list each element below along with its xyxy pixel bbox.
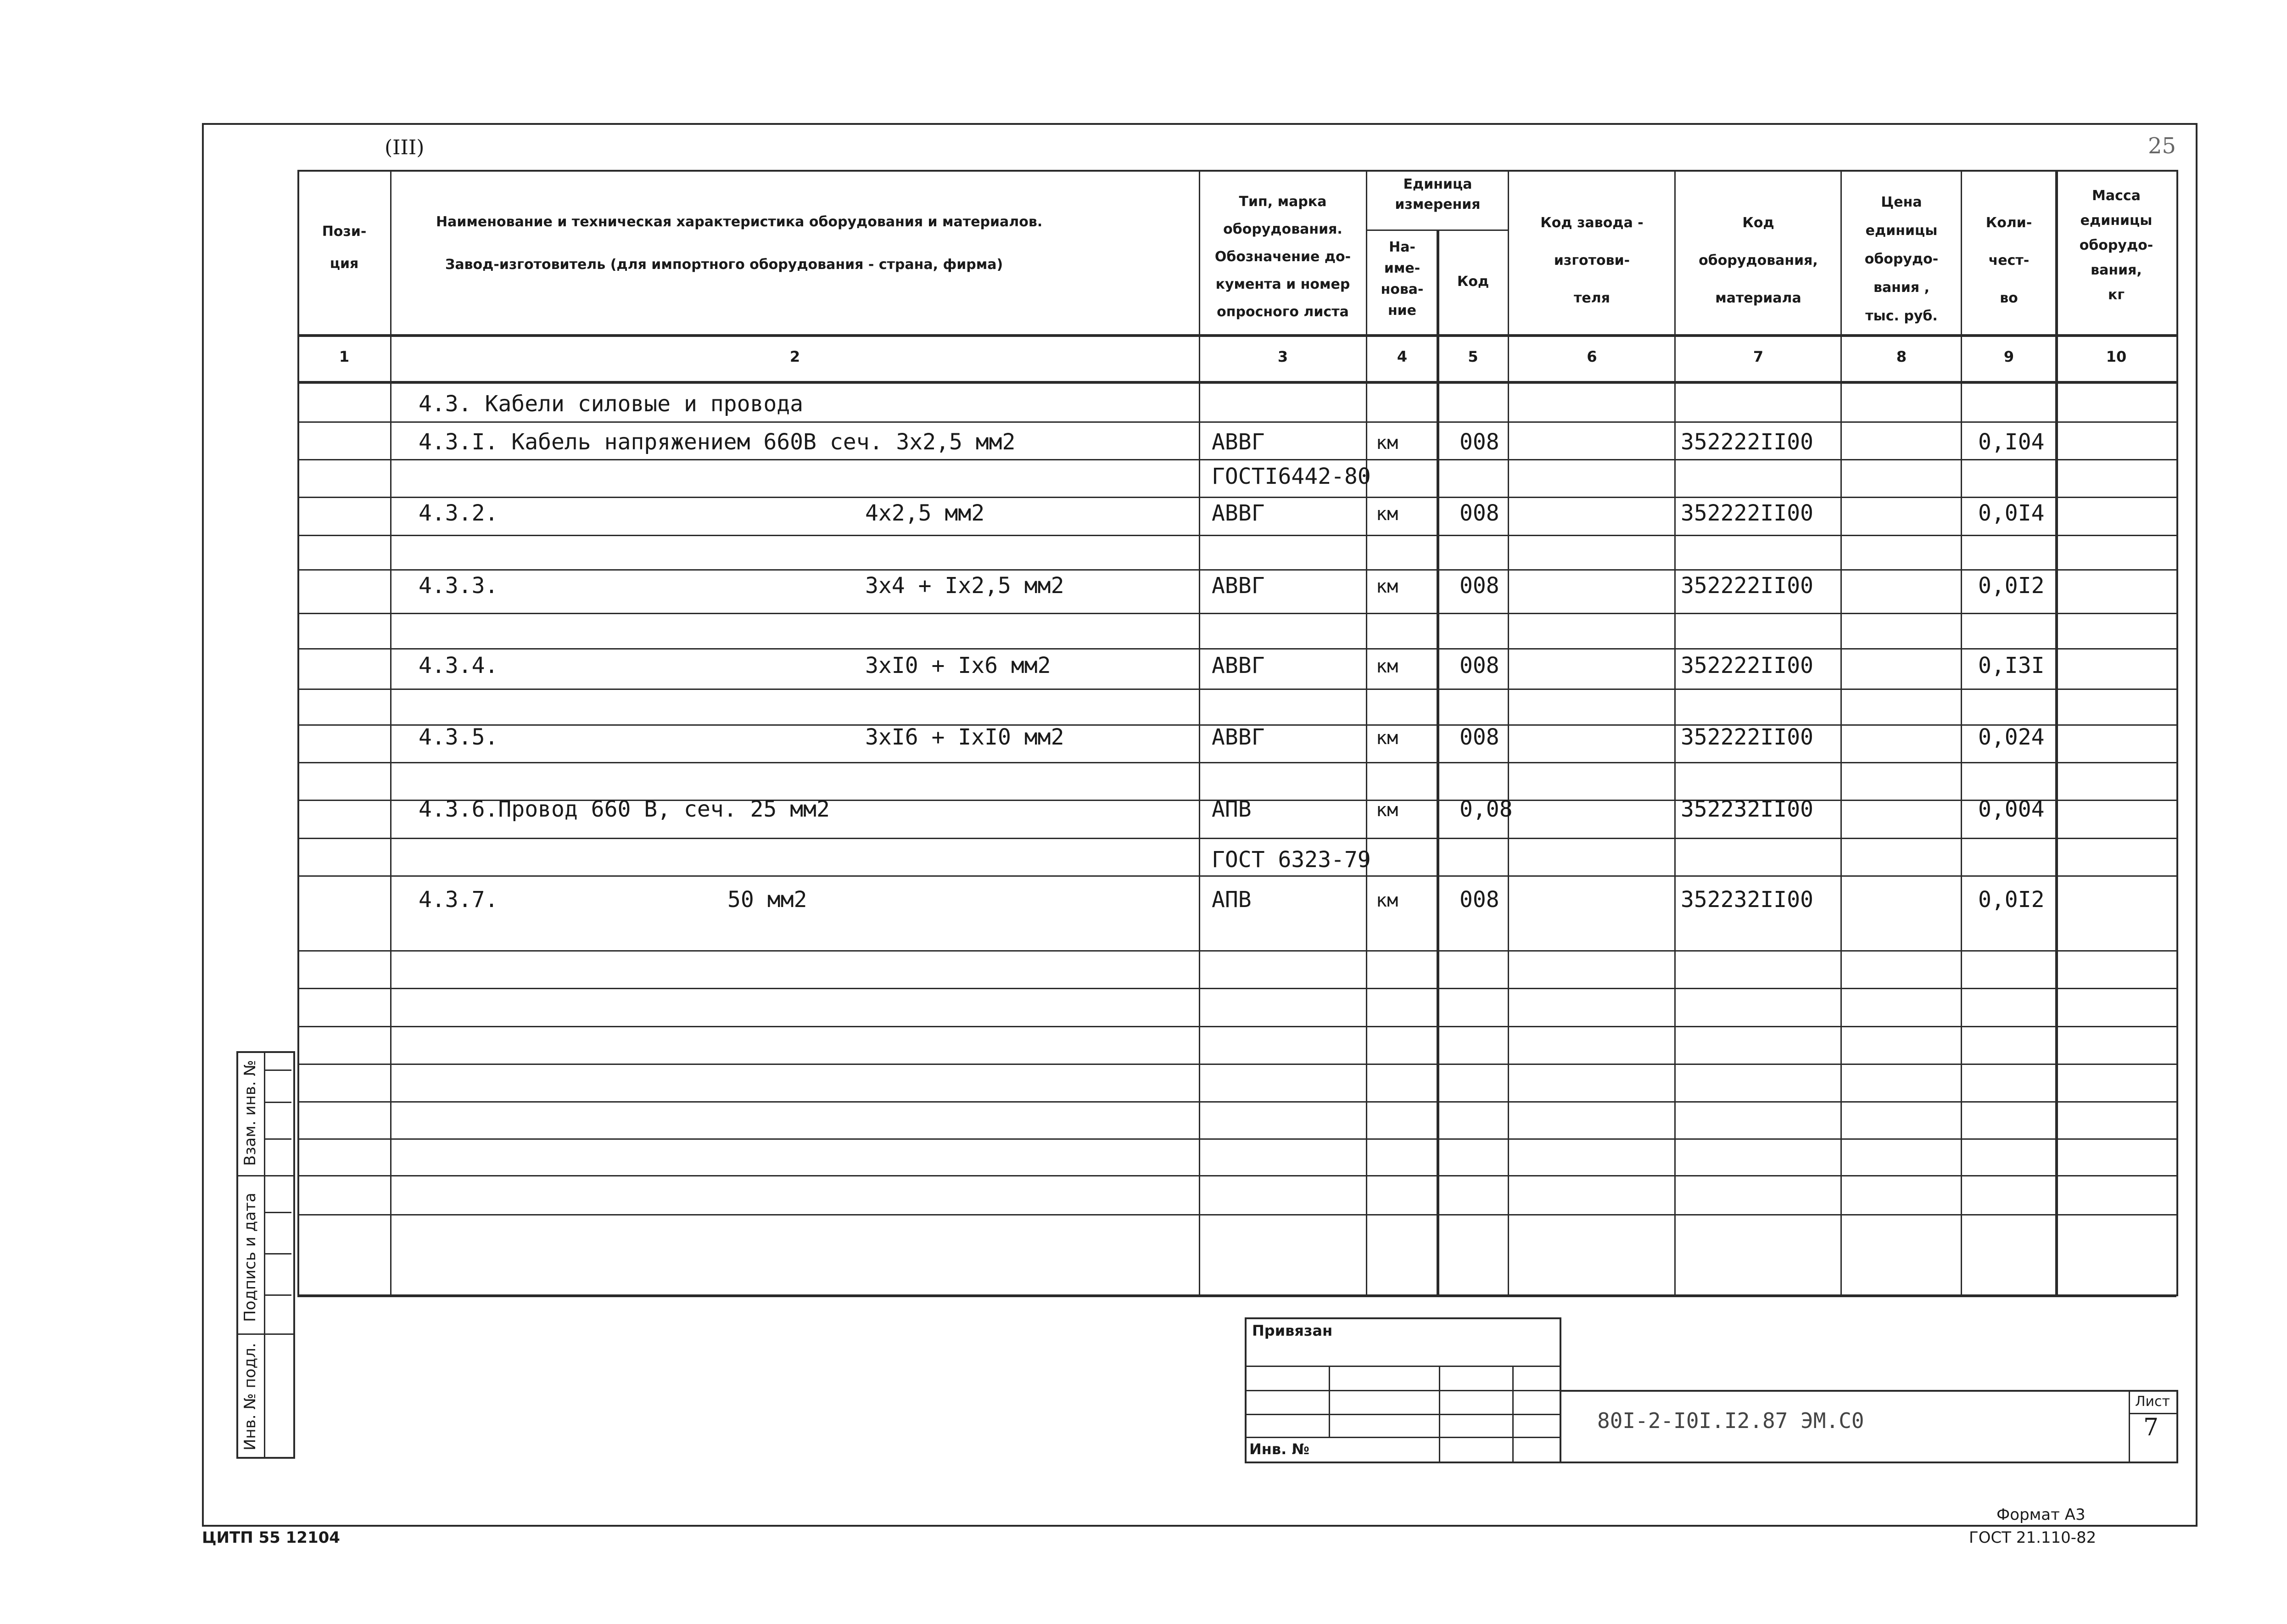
- col-line-9: [2055, 170, 2058, 1294]
- colnum-4: 4: [1397, 348, 1408, 365]
- table-row-code: 008: [1459, 653, 1499, 678]
- table-row-type: АВВГ: [1212, 653, 1265, 678]
- table-row-mat-code: 352222II00: [1681, 500, 1813, 526]
- colnum-10: 10: [2106, 348, 2127, 365]
- table-row-type: АПВ: [1212, 887, 1252, 913]
- table-bottom-line: [297, 1294, 2176, 1297]
- table-row-unit: км: [1376, 800, 1398, 821]
- list-label: Лист: [2135, 1394, 2170, 1410]
- header-col1: Пози- ция: [322, 224, 367, 272]
- row-line: [297, 950, 2176, 952]
- row-line: [297, 1026, 2176, 1027]
- table-row-type: АПВ: [1212, 796, 1252, 822]
- table-row-qty: 0,004: [1978, 796, 2045, 822]
- table-row-unit: км: [1376, 890, 1398, 911]
- row-line: [297, 535, 2176, 536]
- table-row-mat-code: 352222II00: [1681, 653, 1813, 678]
- row-line: [297, 875, 2176, 877]
- list-number: 7: [2143, 1414, 2159, 1441]
- row-line: [297, 648, 2176, 650]
- header-unit-group: Единица измерения: [1395, 176, 1481, 213]
- table-row-name: 4.3.3.: [419, 573, 498, 599]
- col-line-8: [1961, 170, 1962, 1294]
- table-row-code: 008: [1459, 429, 1499, 455]
- header-col6: Код завода - изготови- теля: [1540, 215, 1644, 306]
- table-row-name: 4.3.2.: [419, 500, 498, 526]
- table-row-mat-code: 352222II00: [1681, 429, 1813, 455]
- table-row-name: 4.3.4.: [419, 653, 498, 678]
- colnum-2: 2: [789, 348, 800, 365]
- table-row-size: 3хI0 + Iх6 мм2: [865, 653, 1051, 678]
- table-row-unit: км: [1376, 656, 1398, 677]
- col-line-3: [1366, 170, 1367, 1294]
- row-line: [297, 1064, 2176, 1065]
- header-col4: На- име- нова- ние: [1381, 239, 1424, 319]
- colnum-1: 1: [339, 348, 350, 365]
- colnum-9: 9: [2003, 348, 2014, 365]
- table-row-name: 4.3.7.: [419, 887, 498, 913]
- privyazan-label: Привязан: [1252, 1322, 1333, 1339]
- table-row-name: 4.3. Кабели силовые и провода: [419, 391, 804, 417]
- table-row-size: 3хI6 + IхI0 мм2: [865, 724, 1064, 750]
- row-line: [297, 613, 2176, 614]
- header-col5: Код: [1457, 274, 1489, 290]
- header-col10: Масса единицы оборудо- вания, кг: [2079, 188, 2153, 303]
- colnum-5: 5: [1468, 348, 1478, 365]
- table-row-code: 0,08: [1459, 796, 1513, 822]
- colnum-3: 3: [1277, 348, 1288, 365]
- col-line-7: [1840, 170, 1842, 1294]
- header-col7: Код оборудования, материала: [1699, 215, 1818, 306]
- side-label-inv-podl: Инв. № подл.: [241, 1343, 259, 1450]
- table-row-qty: 0,I3I: [1978, 653, 2045, 678]
- table-row-name: 4.3.5.: [419, 724, 498, 750]
- header-col8: Цена единицы оборудо- вания , тыс. руб.: [1864, 194, 1939, 324]
- table-row-qty: 0,I04: [1978, 429, 2045, 455]
- table-row-unit: км: [1376, 432, 1398, 454]
- stamp-col: [1439, 1366, 1440, 1462]
- colnum-6: 6: [1587, 348, 1597, 365]
- row-line: [297, 838, 2176, 839]
- footer-format: Формат А3: [1996, 1506, 2086, 1524]
- table-row-mat-code: 352232II00: [1681, 796, 1813, 822]
- row-line: [297, 689, 2176, 690]
- colnum-bottom-line: [297, 381, 2176, 384]
- header-col3: Тип, марка оборудования. Обозначение до- кумента и номер опросного листа: [1214, 194, 1351, 320]
- table-row-type: АВВГ: [1212, 500, 1265, 526]
- side-stamp-row: [236, 1175, 293, 1176]
- stamp-col: [1512, 1366, 1514, 1462]
- table-row-code: 008: [1459, 573, 1499, 599]
- table-row-type: ГОСТ 6323-79: [1212, 847, 1371, 873]
- table-row-mat-code: 352222II00: [1681, 724, 1813, 750]
- corner-number: 25: [2148, 133, 2176, 159]
- col-line-2: [1199, 170, 1200, 1294]
- table-row-qty: 0,0I2: [1978, 573, 2045, 599]
- table-row-name: 4.3.6.Провод 660 В, сеч. 25 мм2: [419, 796, 830, 822]
- side-stamp-row: [236, 1333, 293, 1335]
- footer-gost: ГОСТ 21.110-82: [1969, 1529, 2097, 1547]
- table-row-qty: 0,0I4: [1978, 500, 2045, 526]
- table-row-mat-code: 352232II00: [1681, 887, 1813, 913]
- header-col9: Коли- чест- во: [1985, 215, 2032, 306]
- row-line: [297, 497, 2176, 498]
- table-row-qty: 0,024: [1978, 724, 2045, 750]
- row-line: [297, 762, 2176, 763]
- table-row-code: 008: [1459, 500, 1499, 526]
- table-row-code: 008: [1459, 724, 1499, 750]
- row-line: [297, 1138, 2176, 1140]
- table-row-mat-code: 352222II00: [1681, 573, 1813, 599]
- footer-left-code: ЦИТП 55 12104: [202, 1529, 340, 1547]
- title-block-divider: [2129, 1390, 2130, 1462]
- side-stamp-tick: [264, 1294, 291, 1296]
- sheet-mark: (III): [385, 136, 425, 159]
- side-stamp-tick: [264, 1253, 291, 1254]
- table-row-unit: км: [1376, 576, 1398, 597]
- row-line: [297, 1101, 2176, 1103]
- row-line: [297, 988, 2176, 989]
- side-label-vzam: Взам. инв. №: [241, 1060, 259, 1166]
- table-row-name: 4.3.I. Кабель напряжением 660В сеч. 3х2,5 мм2: [419, 429, 1016, 455]
- colnum-8: 8: [1896, 348, 1907, 365]
- table-row-type: АВВГ: [1212, 724, 1265, 750]
- table-row-unit: км: [1376, 728, 1398, 749]
- table-row-type: АВВГ: [1212, 573, 1265, 599]
- stamp-col: [1329, 1366, 1330, 1437]
- row-line: [297, 459, 2176, 460]
- table-row-size: 4х2,5 мм2: [865, 500, 985, 526]
- row-line: [297, 1214, 2176, 1215]
- row-line: [297, 421, 2176, 423]
- side-stamp-tick: [264, 1212, 291, 1213]
- header-col2-line2: Завод-изготовитель (для импортного оборудования - страна, фирма): [445, 257, 1003, 273]
- table-row-unit: км: [1376, 504, 1398, 525]
- table-row-type: АВВГ: [1212, 429, 1265, 455]
- table-row-code: 008: [1459, 887, 1499, 913]
- col-line-1: [390, 170, 391, 1294]
- side-stamp-tick: [264, 1070, 291, 1071]
- side-stamp-tick: [264, 1138, 291, 1140]
- table-row-size: 3х4 + Iх2,5 мм2: [865, 573, 1064, 599]
- side-label-podpis: Подпись и дата: [241, 1193, 259, 1322]
- side-stamp-tick: [264, 1102, 291, 1103]
- table-row-qty: 0,0I2: [1978, 887, 2045, 913]
- table-row-type: ГОСТI6442-80: [1212, 464, 1371, 489]
- inv-no-label: Инв. №: [1249, 1440, 1309, 1458]
- header-bottom-line: [297, 334, 2176, 337]
- colnum-7: 7: [1753, 348, 1764, 365]
- row-line: [297, 569, 2176, 571]
- table-row-size: 50 мм2: [727, 887, 807, 913]
- col-line-6: [1674, 170, 1676, 1294]
- row-line: [297, 1175, 2176, 1176]
- document-code: 80I-2-I0I.I2.87 ЭМ.С0: [1597, 1408, 1864, 1433]
- unit-group-divider: [1366, 230, 1508, 231]
- header-col2-line1: Наименование и техническая характеристика оборудования и материалов.: [436, 214, 1043, 230]
- col-line-5: [1508, 170, 1509, 1294]
